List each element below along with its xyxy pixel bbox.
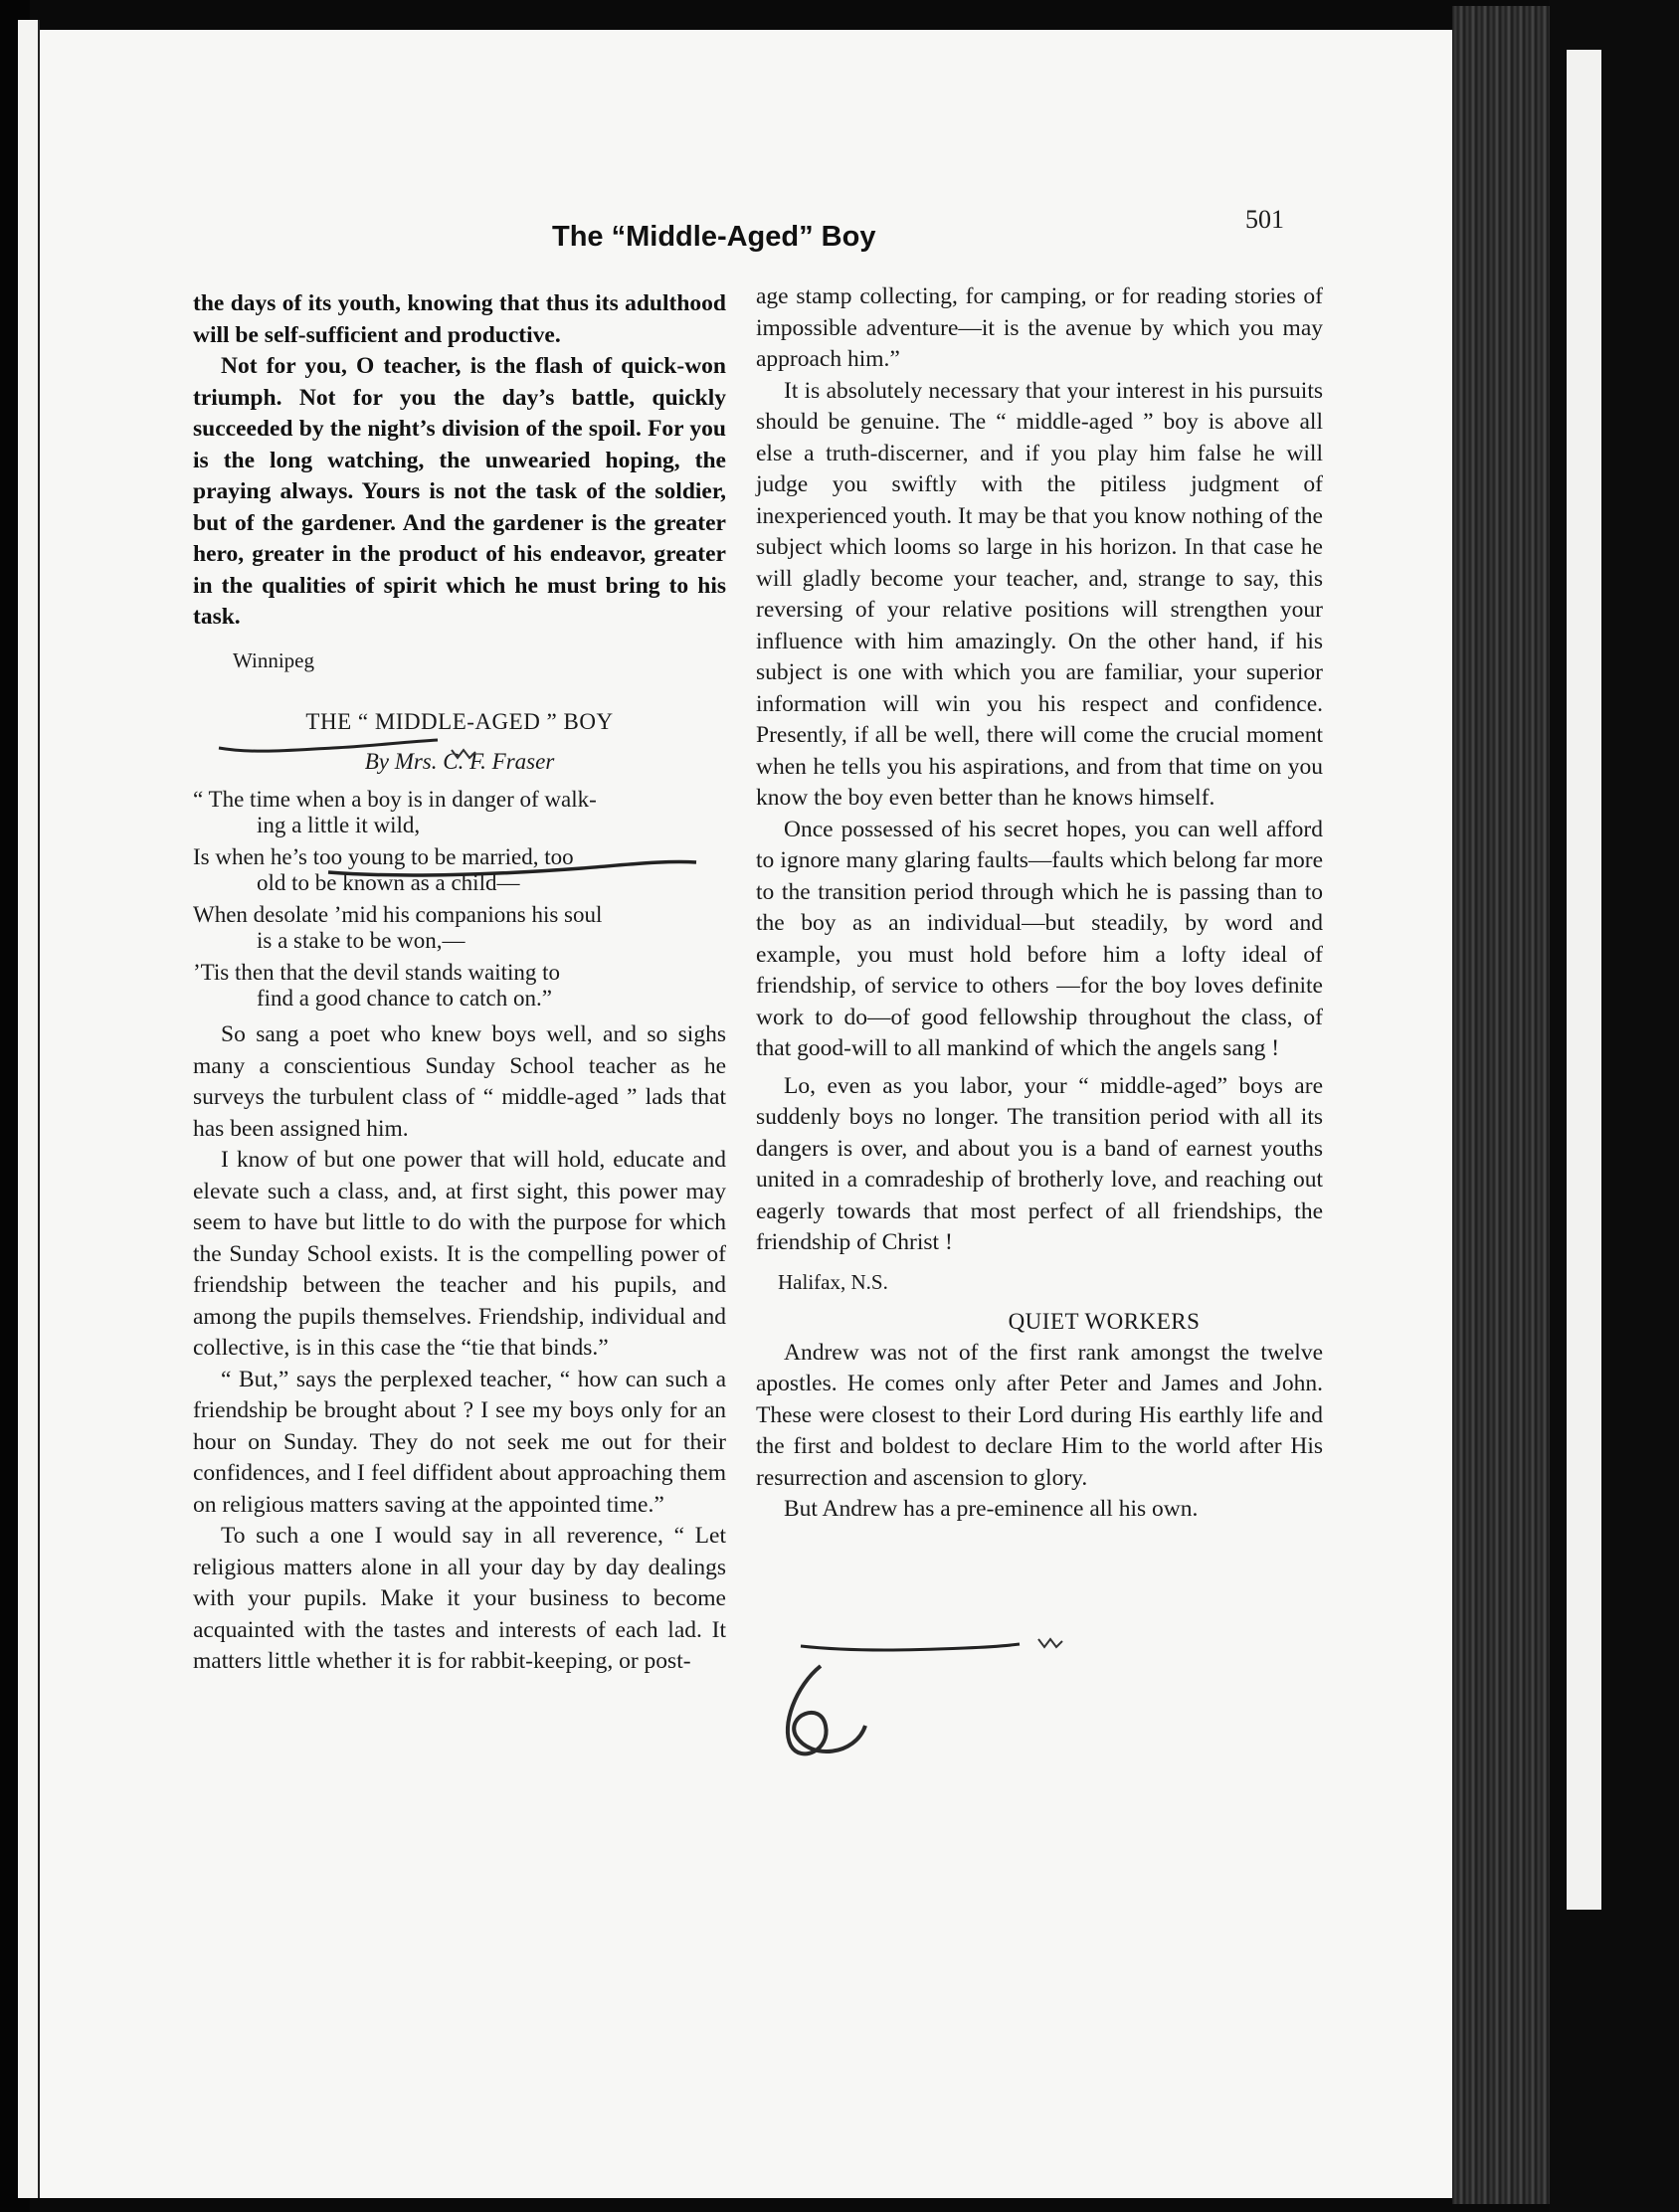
pencil-underline-winnipeg: [214, 724, 443, 764]
paragraph: But Andrew has a pre-eminence all his own.: [784, 1496, 1199, 1522]
paragraph: Once possessed of his secret hopes, you can well afford to ignore many glaring faults—faults which belong far more to the transition period through which he is passing than to the boy as an individual—but steadily, by word and example, you must hold before him a lofty ideal of friendship, of service to others —for the boy loves definite work to do—of good fellowship throughout the class, of that good-will to all mankind of which the angels sang !: [756, 816, 1323, 1061]
paragraph: “ But,” says the perplexed teacher, “ how can such a friendship be brought about ? I see my boys only for an hour on Sunday. They do not seek me out for their confidences, and I feel diffident about approaching them on religious matters saving at the appointed time.”: [193, 1366, 726, 1518]
poem-stanza-line: [193, 787, 726, 838]
pencil-scribble-annotation: [766, 1656, 875, 1775]
paragraph: It is absolutely necessary that your interest in his pursuits should be genuine. The “ middle-aged ” boy is above all else a truth-discerner, and if you play him false he will judge you swiftly with the pitiless judgment of inexperienced youth. It may be that you know nothing of the subject which looms so large in his horizon. In that case he will gladly become your teacher, and, strange to say, this reversing of your relative positions will strengthen your influence with him amazingly. On the other hand, if his subject is one with which you are familiar, your superior information will win you his respect and confidence. Presently, if all be well, there will come the crucial moment when he tells you his aspirations, and from that time on you know the boy even better than he knows himself.: [756, 377, 1323, 811]
poem-line-continued: is a stake to be won,—: [257, 928, 466, 953]
poem-stanza-line: [193, 960, 726, 1012]
running-header-title: The “Middle-Aged” Boy: [552, 221, 876, 253]
book-page-edges: [1452, 6, 1550, 2204]
poem-line: Is when he’s too young to be married, too: [193, 844, 574, 869]
left-column: [193, 288, 726, 1678]
paragraph: the days of its youth, knowing that thus its adulthood will be self-sufficient and productive.: [193, 290, 726, 348]
pencil-tick-mark: [1036, 1633, 1066, 1653]
article-title: THE “ MIDDLE-AGED ” BOY: [305, 709, 614, 734]
byline: By Mrs. C. F. Fraser: [364, 748, 555, 774]
poem-line: ’Tis then that the devil stands waiting to: [193, 960, 561, 985]
paragraph: Not for you, O teacher, is the flash of quick-won triumph. Not for you the day’s battle, quickly succeeded by the night’s division of the spoil. For you is the long watching, the unwearied hoping, the praying always. Yours is not the task of the soldier, but of the gardener. And the gardener is the greater hero, greater in the product of his endeavor, greater in the qualities of spirit which he must bring to his task.: [193, 353, 726, 630]
paragraph: Andrew was not of the first rank amongst the twelve apostles. He comes only after Peter and James and John. These were closest to their Lord during His earthly life and the first and boldest to declare Him to the world after His resurrection and ascension to glory.: [756, 1339, 1323, 1491]
paragraph: So sang a poet who knew boys well, and so sighs many a conscientious Sunday School teacher as he surveys the turbulent class of “ middle-aged ” lads that has been assigned him.: [193, 1021, 726, 1142]
page-number: 501: [1245, 205, 1284, 234]
pencil-tick-mark: [450, 744, 479, 764]
place-signature: Halifax, N.S.: [778, 1269, 888, 1294]
paragraph: To such a one I would say in all reverence, “ Let religious matters alone in all your day by day dealings with your pupils. Make it your business to become acquainted with the tastes and interests of each lad. It matters little whether it is for rabbit-keeping, or post-: [193, 1523, 726, 1674]
paragraph: age stamp collecting, for camping, or for reading stories of impossible adventure—it is the avenue by which you may approach him.”: [756, 283, 1323, 372]
paragraph: Lo, even as you labor, your “ middle-aged” boys are suddenly boys no longer. The transition period with all its dangers is over, and about you is a band of earnest youths united in a comradeship of brotherly love, and reaching out eagerly towards that most perfect of all friendships, the friendship of Christ !: [756, 1072, 1323, 1255]
poem-line-continued: find a good chance to catch on.”: [257, 986, 552, 1011]
right-column: [756, 281, 1323, 1526]
poem-stanza-line: [193, 902, 726, 954]
poem-line: “ The time when a boy is in danger of walk-: [193, 787, 597, 812]
place-signature: Winnipeg: [233, 647, 314, 672]
cover-inner-strip: [1567, 50, 1601, 1910]
poem: [193, 787, 726, 1012]
poem-line: When desolate ’mid his companions his soul: [193, 902, 603, 927]
paragraph: I know of but one power that will hold, educate and elevate such a class, and, at first sight, this power may seem to have but little to do with the purpose for which the Sunday School exists. It is the compelling power of friendship between the teacher and his pupils, and among the pupils themselves. Friendship, individual and collective, is in this case the “tie that binds.”: [193, 1147, 726, 1361]
pencil-underline-byline: [323, 850, 701, 884]
poem-line-continued: ing a little it wild,: [257, 813, 421, 837]
poem-line-continued: old to be known as a child—: [257, 870, 520, 895]
section-heading: QUIET WORKERS: [1008, 1309, 1201, 1334]
facing-page-edge: [18, 20, 40, 2198]
